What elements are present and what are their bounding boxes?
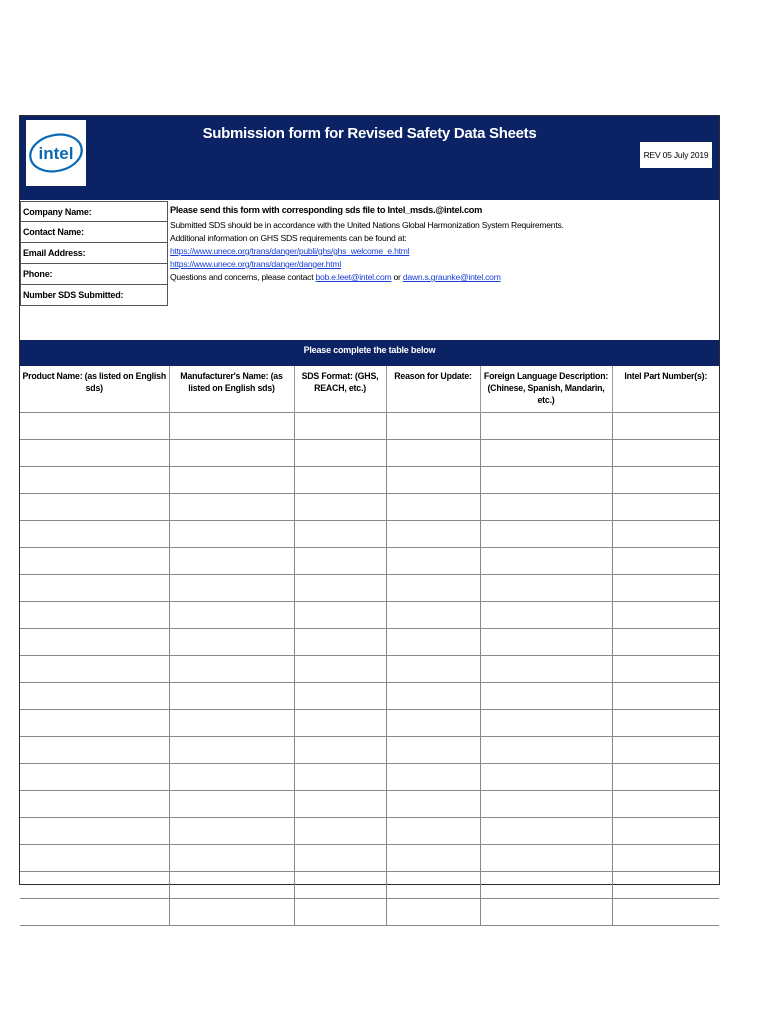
table-cell[interactable] [169, 764, 294, 791]
table-row [20, 629, 719, 656]
table-cell[interactable] [20, 899, 169, 926]
table-cell[interactable] [169, 656, 294, 683]
table-cell[interactable] [386, 737, 480, 764]
form-header [20, 116, 719, 200]
table-cell[interactable] [386, 872, 480, 899]
form-title: Submission form for Revised Safety Data Sheets [202, 125, 537, 142]
table-row [20, 683, 719, 710]
table-cell[interactable] [612, 521, 719, 548]
table-cell[interactable] [480, 899, 612, 926]
table-cell[interactable] [20, 602, 169, 629]
table-cell[interactable] [612, 683, 719, 710]
table-cell[interactable] [612, 467, 719, 494]
table-cell[interactable] [386, 818, 480, 845]
table-cell[interactable] [480, 764, 612, 791]
table-cell[interactable] [480, 629, 612, 656]
table-cell[interactable] [612, 494, 719, 521]
table-cell[interactable] [20, 710, 169, 737]
table-body [20, 413, 719, 926]
svg-text:intel: intel [38, 144, 74, 163]
danger-link[interactable]: https://www.unece.org/trans/danger/danger.html [170, 259, 341, 269]
table-cell[interactable] [480, 683, 612, 710]
table-cell[interactable] [612, 629, 719, 656]
table-cell[interactable] [386, 467, 480, 494]
table-cell[interactable] [294, 656, 386, 683]
table-cell[interactable] [386, 602, 480, 629]
table-cell[interactable] [20, 656, 169, 683]
table-cell[interactable] [169, 467, 294, 494]
table-cell[interactable] [20, 764, 169, 791]
table-cell[interactable] [169, 575, 294, 602]
table-banner: Please complete the table below [20, 340, 719, 366]
table-cell[interactable] [480, 791, 612, 818]
table-row [20, 413, 719, 440]
ghs-welcome-link[interactable]: https://www.unece.org/trans/danger/publi/ghs/ghs_welcome_e.html [170, 246, 410, 256]
table-cell[interactable] [612, 656, 719, 683]
col-intel-part-number: Intel Part Number(s): [612, 366, 719, 413]
email-address-field[interactable]: Email Address: [20, 243, 168, 264]
company-name-field[interactable]: Company Name: [20, 201, 168, 222]
table-cell[interactable] [386, 683, 480, 710]
ghs-info-intro: Additional information on GHS SDS requirements can be found at: [170, 233, 407, 243]
table-row [20, 440, 719, 467]
table-cell[interactable] [20, 440, 169, 467]
col-sds-format: SDS Format: (GHS, REACH, etc.) [294, 366, 386, 413]
table-cell[interactable] [20, 629, 169, 656]
table-cell[interactable] [386, 764, 480, 791]
table-cell[interactable] [169, 818, 294, 845]
table-cell[interactable] [294, 818, 386, 845]
table-cell[interactable] [612, 413, 719, 440]
table-cell[interactable] [386, 521, 480, 548]
submission-form-sheet [19, 115, 720, 885]
table-cell[interactable] [169, 521, 294, 548]
table-cell[interactable] [386, 791, 480, 818]
table-cell[interactable] [480, 737, 612, 764]
table-cell[interactable] [386, 629, 480, 656]
table-cell[interactable] [612, 602, 719, 629]
col-manufacturer-name: Manufacturer's Name: (as listed on English sds) [169, 366, 294, 413]
col-foreign-language: Foreign Language Description: (Chinese, Spanish, Mandarin, etc.) [480, 366, 612, 413]
table-cell[interactable] [169, 413, 294, 440]
table-cell[interactable] [294, 872, 386, 899]
table-cell[interactable] [20, 872, 169, 899]
table-cell[interactable] [20, 575, 169, 602]
table-cell[interactable] [169, 791, 294, 818]
table-cell[interactable] [294, 602, 386, 629]
table-cell[interactable] [480, 548, 612, 575]
contact-email-bob[interactable]: bob.e.leet@intel.com [315, 272, 392, 282]
table-row [20, 845, 719, 872]
table-cell[interactable] [612, 710, 719, 737]
table-cell[interactable] [294, 548, 386, 575]
table-row [20, 899, 719, 926]
phone-field[interactable]: Phone: [20, 264, 168, 285]
col-product-name: Product Name: (as listed on English sds) [22, 371, 167, 393]
table-cell[interactable] [169, 737, 294, 764]
table-row [20, 764, 719, 791]
table-cell[interactable] [612, 737, 719, 764]
table-cell[interactable] [480, 575, 612, 602]
table-row [20, 467, 719, 494]
table-cell[interactable] [480, 602, 612, 629]
table-cell[interactable] [169, 440, 294, 467]
table-row [20, 575, 719, 602]
col-reason-for-update: Reason for Update: [386, 366, 480, 413]
table-cell[interactable] [612, 764, 719, 791]
table-cell[interactable] [20, 683, 169, 710]
intel-logo-icon [26, 120, 86, 186]
contact-line: Questions and concerns, please contact bob.e.leet@intel.com or dawn.s.graunke@intel.com [170, 272, 501, 282]
table-cell[interactable] [480, 467, 612, 494]
table-cell[interactable] [20, 413, 169, 440]
table-cell[interactable] [20, 845, 169, 872]
sds-table [20, 366, 719, 926]
contact-fields [20, 201, 168, 306]
table-cell[interactable] [480, 440, 612, 467]
table-cell[interactable] [386, 845, 480, 872]
table-row [20, 521, 719, 548]
table-cell[interactable] [169, 710, 294, 737]
table-cell[interactable] [386, 656, 480, 683]
table-cell[interactable] [169, 629, 294, 656]
table-cell[interactable] [612, 575, 719, 602]
table-cell[interactable] [612, 818, 719, 845]
table-header-row [20, 366, 719, 413]
table-cell[interactable] [612, 791, 719, 818]
instructions [170, 204, 710, 284]
number-sds-submitted-field[interactable]: Number SDS Submitted: [20, 285, 168, 306]
table-cell[interactable] [294, 467, 386, 494]
table-cell[interactable] [612, 440, 719, 467]
table-cell[interactable] [294, 845, 386, 872]
table-cell[interactable] [169, 548, 294, 575]
table-cell[interactable] [294, 791, 386, 818]
table-cell[interactable] [612, 548, 719, 575]
table-cell[interactable] [294, 629, 386, 656]
table-cell[interactable] [386, 548, 480, 575]
table-cell[interactable] [612, 845, 719, 872]
table-cell[interactable] [386, 710, 480, 737]
table-cell[interactable] [294, 683, 386, 710]
table-cell[interactable] [20, 467, 169, 494]
ghs-requirement: Submitted SDS should be in accordance with the United Nations Global Harmonization System Requirements. [170, 220, 564, 230]
table-cell[interactable] [294, 440, 386, 467]
send-instruction: Please send this form with corresponding sds file to Intel_msds.@intel.com [170, 205, 483, 215]
table-cell[interactable] [480, 656, 612, 683]
table-cell[interactable] [386, 413, 480, 440]
table-cell[interactable] [20, 791, 169, 818]
table-cell[interactable] [294, 737, 386, 764]
intel-logo [26, 120, 86, 186]
table-cell[interactable] [480, 413, 612, 440]
table-cell[interactable] [294, 575, 386, 602]
table-cell[interactable] [480, 872, 612, 899]
table-cell[interactable] [169, 602, 294, 629]
table-cell[interactable] [20, 521, 169, 548]
table-row [20, 602, 719, 629]
table-cell[interactable] [169, 494, 294, 521]
table-row [20, 791, 719, 818]
contact-name-field[interactable]: Contact Name: [20, 222, 168, 243]
table-cell[interactable] [20, 494, 169, 521]
table-cell[interactable] [480, 494, 612, 521]
table-cell[interactable] [294, 413, 386, 440]
table-row [20, 494, 719, 521]
table-cell[interactable] [294, 494, 386, 521]
table-cell[interactable] [480, 521, 612, 548]
table-row [20, 548, 719, 575]
table-cell[interactable] [386, 440, 480, 467]
table-cell[interactable] [480, 818, 612, 845]
table-cell[interactable] [294, 899, 386, 926]
table-row [20, 656, 719, 683]
table-cell[interactable] [169, 845, 294, 872]
table-cell[interactable] [169, 683, 294, 710]
table-cell[interactable] [386, 494, 480, 521]
table-cell[interactable] [20, 548, 169, 575]
table-row [20, 737, 719, 764]
table-cell[interactable] [386, 575, 480, 602]
table-row [20, 872, 719, 899]
table-cell[interactable] [294, 764, 386, 791]
table-cell[interactable] [294, 710, 386, 737]
table-cell[interactable] [386, 899, 480, 926]
table-cell[interactable] [480, 710, 612, 737]
table-row [20, 818, 719, 845]
table-cell[interactable] [169, 872, 294, 899]
table-cell[interactable] [20, 737, 169, 764]
table-cell[interactable] [294, 521, 386, 548]
table-row [20, 710, 719, 737]
revision-label: REV 05 July 2019 [640, 142, 712, 168]
table-cell[interactable] [20, 818, 169, 845]
table-cell[interactable] [169, 899, 294, 926]
table-cell[interactable] [612, 899, 719, 926]
table-cell[interactable] [480, 845, 612, 872]
contact-email-dawn[interactable]: dawn.s.graunke@intel.com [402, 272, 501, 282]
table-cell[interactable] [612, 872, 719, 899]
